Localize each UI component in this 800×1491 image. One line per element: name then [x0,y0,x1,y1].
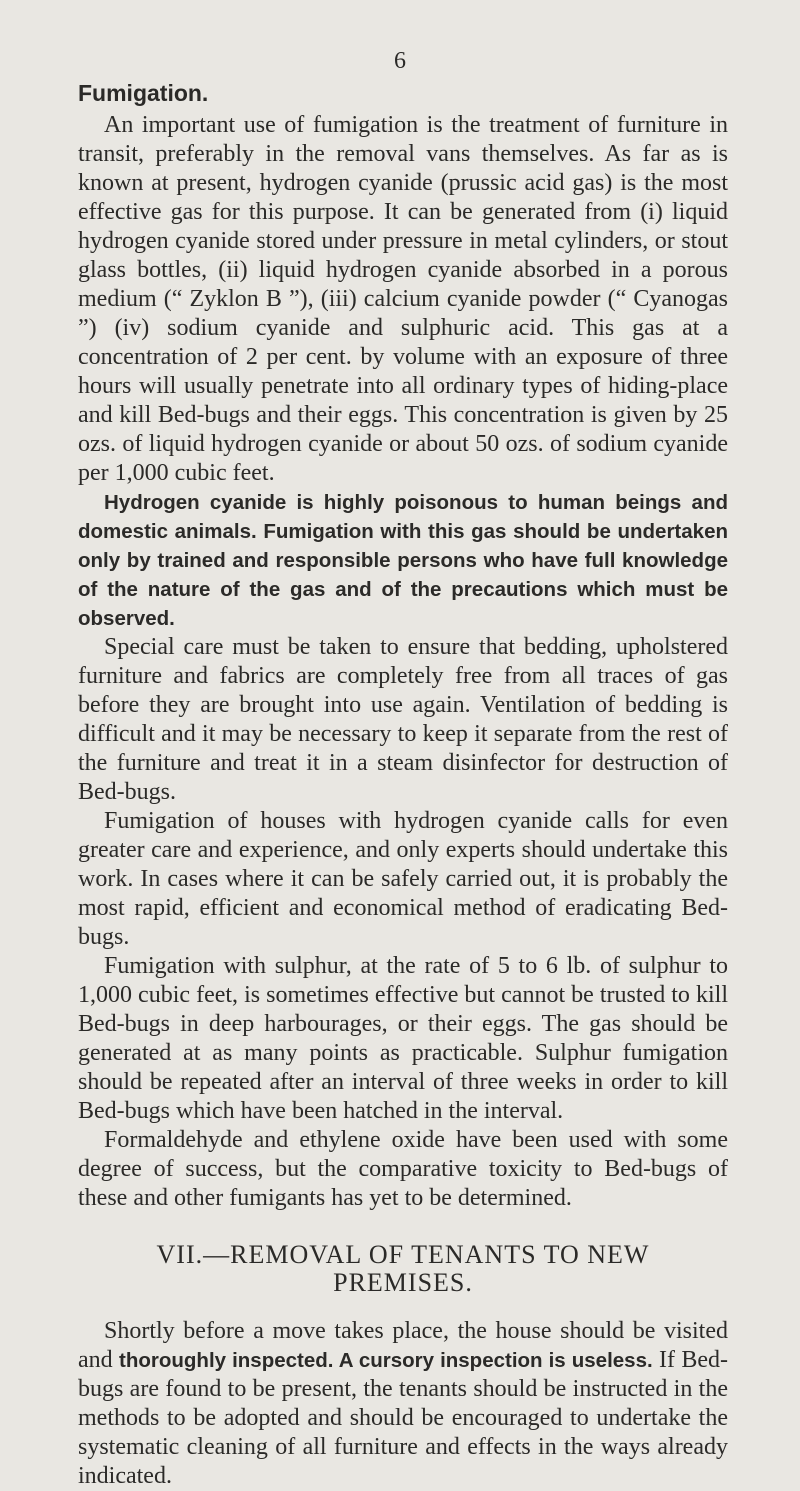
paragraph-house-fumigation: Fumigation of houses with hydrogen cyanide calls for even greater care and experience, and only experts should undertake this work. In cases where it can be safely carried out, it is probably the most rapid, efficient and economical method of eradicating Bed-bugs. [78,808,728,950]
paragraph-special-care: Special care must be taken to ensure that bedding, upholstered furniture and fabrics are completely free from all traces of gas before they are brought into use again. Ventilation of bedding is difficult and it may be necessary to keep it separate from the rest of the furniture and treat it in a steam disinfector for destruction of Bed-bugs. [78,634,728,805]
paragraph-fumigation-transit: An important use of fumigation is the treatment of furniture in transit, preferably in the removal vans themselves. As far as is known at present, hydrogen cyanide (prussic acid gas) is the most effective gas for this purpose. It can be generated from (i) liquid hydrogen cyanide stored under pressure in metal cylinders, or stout glass bottles, (ii) liquid hydrogen cyanide absorbed in a porous medium (“ Zyklon B ”), (iii) calcium cyanide powder (“ Cyanogas ”) (iv) sodium cyanide and sulphuric acid. This gas at a concentration of 2 per cent. by volume with an exposure of three hours will usually penetrate into all ordinary types of hiding-place and kill Bed-bugs and their eggs. This concentration is given by 25 ozs. of liquid hydrogen cyanide or about 50 ozs. of sodium cyanide per 1,000 cubic feet. [78,112,728,486]
paragraph-formaldehyde: Formaldehyde and ethylene oxide have been used with some degree of success, but the comparative toxicity to Bed-bugs of these and other fumigants has yet to be determined. [78,1127,728,1211]
removal-text-end: If Bed-bugs are found to be present, the tenants should be instructed in the methods to be adopted and should be encouraged to undertake the systematic cleaning of all furniture and effects in the ways already indicated. [78,1347,728,1489]
paragraph-removal [78,1317,728,1491]
section-title-line-1: VII.—REMOVAL OF TENANTS TO NEW [156,1240,650,1269]
page-content [78,80,728,1491]
section-title-line-2: PREMISES. [333,1268,473,1297]
section-heading: Fumigation. [78,80,209,106]
page-number: 6 [394,48,406,74]
paragraph-sulphur: Fumigation with sulphur, at the rate of 5 to 6 lb. of sulphur to 1,000 cubic feet, is sometimes effective but cannot be trusted to kill Bed-bugs in deep harbourages, or their eggs. The gas should be generated at as many points as practicable. Sulphur fumigation should be repeated after an interval of three weeks in order to kill Bed-bugs which have been hatched in the interval. [78,953,728,1124]
removal-text-start: Shortly before a move takes place, the house should be visited and [78,1318,728,1373]
section-title [78,1241,728,1297]
removal-text-bold: thoroughly inspected. A cursory inspection is useless. [119,1349,653,1372]
paragraph-warning: Hydrogen cyanide is highly poisonous to human beings and domestic animals. Fumigation with this gas should be undertaken only by trained and responsible persons who have full knowledge of the nature of the gas and of the precautions which must be observed. [78,491,728,630]
